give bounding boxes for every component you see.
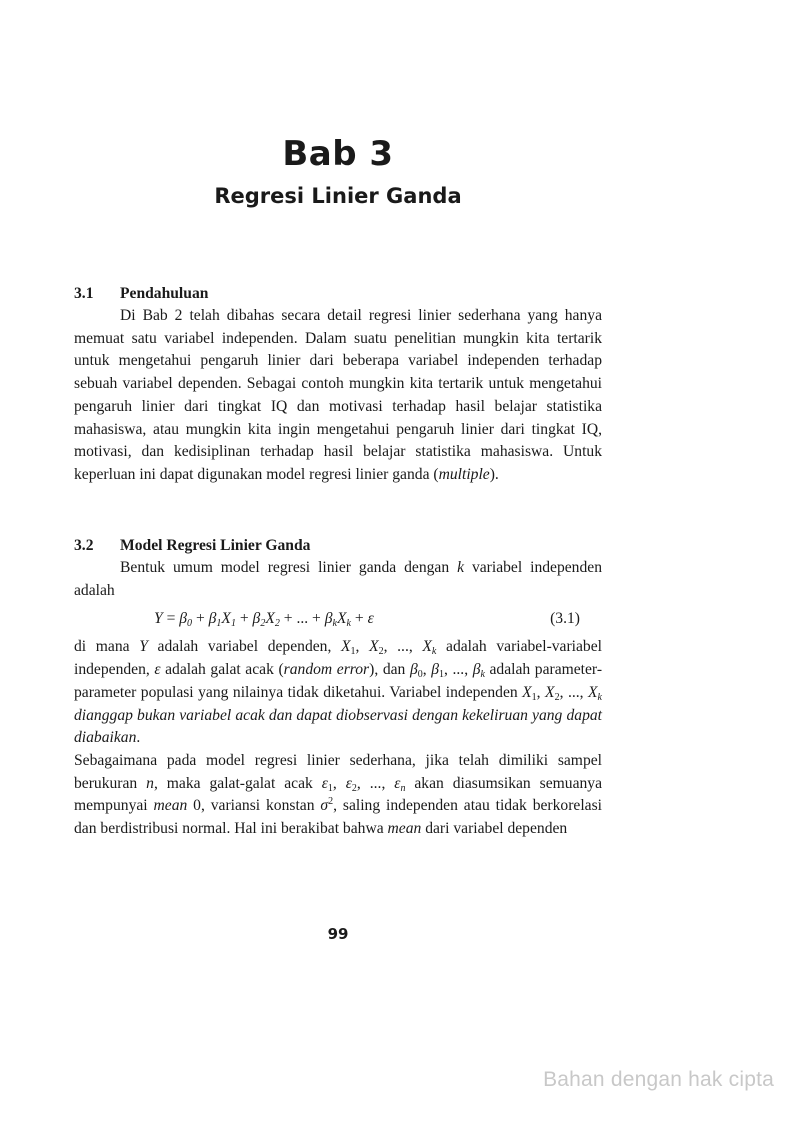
paragraph	[74, 305, 602, 487]
paragraph-text: Sebagaimana pada model regresi linier sederhana, jika telah dimiliki sampel berukuran	[74, 751, 602, 792]
math-inline: X	[522, 683, 532, 701]
equation-number: (3.1)	[550, 610, 580, 628]
paragraph-text: .	[136, 729, 141, 747]
variable-n: n	[146, 774, 154, 792]
equation-3-1	[74, 602, 602, 636]
italic-phrase: dianggap bukan variabel acak dan dapat diobservasi dengan kekeliruan yang dapat diabaikan	[74, 706, 602, 747]
section-model	[74, 535, 602, 841]
variable-y: Y	[139, 638, 148, 656]
paragraph-text: ).	[489, 465, 499, 483]
paragraph-text: Di Bab 2 telah dibahas secara detail regresi linier sederhana yang hanya memuat satu variabel independen. Dalam suatu penelitian mungkin kita tertarik untuk mengetahui pengaruh linier dari beberapa variabel independen terhadap sebuah variabel dependen. Sebagai contoh mungkin kita tertarik untuk mengetahui pengaruh linier dari tingkat IQ dan motivasi terhadap hasil belajar statistika mahasiswa, atau mungkin kita ingin mengetahui pengaruh linier dari tingkat IQ, motivasi, dan kedisiplinan terhadap hasil belajar statistika mahasiswa. Untuk keperluan ini dapat digunakan model regresi linier ganda (	[74, 307, 602, 483]
paragraph	[74, 557, 602, 602]
paragraph: Sebagaimana pada model regresi linier sederhana, jika telah dimiliki sampel berukuran n, maka galat-galat acak $\varepsilon_1$, $\varepsilon_2$, ..., $\varepsilon_n$ akan diasumsikan semuanya mempunyai mean 0, variansi konstan $\sigma^2$, saling independen atau tidak berkorelasi dan berdistribusi normal. Hal ini berakibat bahwa mean dari variabel dependen	[74, 751, 603, 838]
section-pendahuluan	[74, 283, 602, 487]
paragraph-text: adalah parameter-parameter populasi yang nilainya tidak diketahui. Variabel independen	[74, 661, 603, 701]
paragraph-text: variabel independen adalah	[74, 559, 602, 599]
variable-epsilon: ε	[154, 661, 161, 679]
italic-term: multiple	[438, 465, 490, 483]
paragraph-text: 0, variansi konstan	[187, 797, 321, 815]
italic-term: mean	[153, 797, 188, 815]
paragraph-text: di mana	[74, 638, 140, 656]
paragraph-text: Bentuk umum model regresi linier ganda dengan	[120, 559, 458, 576]
section-heading	[74, 535, 602, 557]
paragraph-text: adalah variabel dependen,	[147, 638, 341, 656]
math-inline: σ	[320, 797, 329, 815]
paragraph-text: ), dan	[369, 661, 410, 679]
paragraph-text: adalah galat acak (	[160, 661, 284, 679]
section-title: Model Regresi Linier Ganda	[120, 537, 311, 554]
italic-term: random error	[283, 661, 370, 679]
paragraph: di mana Y adalah variabel dependen, $X_1$, $X_2$, ..., $X_k$ adalah variabel-variabel independen, ε adalah galat acak (random error), dan $\beta_0$, $\beta_1$, ..., $\beta_k$ adalah parameter-parameter populasi yang nilainya tidak diketahui. Variabel independen $X_1$, $X_2$, ..., $X_k$ dianggap bukan variabel acak dan dapat diobservasi dengan kekeliruan yang dapat diabaikan.	[74, 638, 603, 747]
section-number: 3.2	[74, 537, 94, 554]
math-inline: β	[409, 661, 418, 679]
math-inline: X	[341, 638, 351, 656]
paragraph-text: dari variabel dependen	[421, 820, 568, 838]
paragraph-text: akan diasumsikan semuanya mempunyai	[74, 774, 603, 815]
math-inline: ε	[321, 774, 328, 792]
paragraph-text: adalah variabel-variabel independen,	[74, 638, 602, 679]
chapter-number: Bab 3	[282, 134, 394, 174]
page-number: 99	[327, 925, 349, 943]
copyright-watermark: Bahan dengan hak cipta	[543, 1068, 774, 1091]
variable-k: k	[457, 559, 465, 576]
paragraph-text: , maka galat-galat acak	[153, 774, 322, 792]
section-number: 3.1	[74, 285, 94, 302]
equation-formula: $Y = \beta_0 + \beta_1X_1 + \beta_2X_2$ + ... + $\beta_kX_k + \varepsilon$	[154, 610, 374, 630]
section-title: Pendahuluan	[120, 285, 209, 302]
italic-term: mean	[387, 820, 422, 838]
section-heading	[74, 283, 602, 305]
paragraph-text: , saling independen atau tidak berkorelasi dan berdistribusi normal. Hal ini berakibat bahwa	[74, 797, 602, 838]
chapter-title: Regresi Linier Ganda	[214, 184, 462, 208]
